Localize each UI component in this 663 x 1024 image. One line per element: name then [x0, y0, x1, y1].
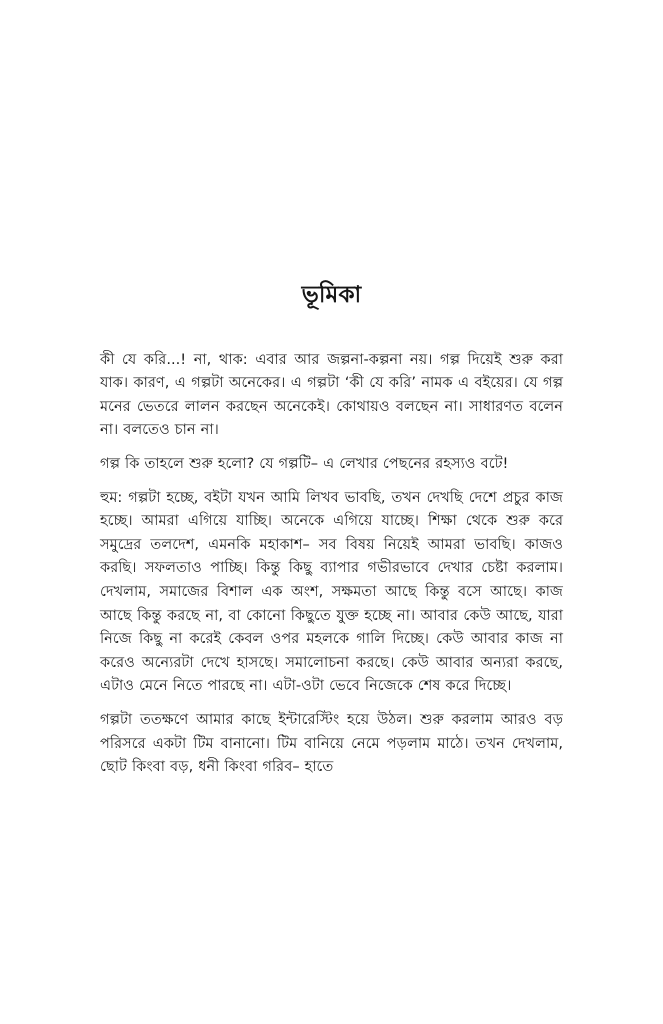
body-paragraph: হুম: গল্পটা হচ্ছে, বইটা যখন আমি লিখব ভাবছি, তখন দেখছি দেশে প্রচুর কাজ হচ্ছে। আমরা এগিয়ে যাচ্ছি। অনেকে এগিয়ে যাচ্ছে। শিক্ষা থেকে শুরু করে সমুদ্রের তলদেশ, এমনকি মহাকাশ– সব বিষয় নিয়েই আমরা ভাবছি। কাজও করছি। সফলতাও পাচ্ছি। কিন্তু কিছু ব্যাপার গভীরভাবে দেখার চেষ্টা করলাম। দেখলাম, সমাজের বিশাল এক অংশ, সক্ষমতা আছে কিন্তু বসে আছে। কাজ আছে কিন্তু করছে না, বা কোনো কিছুতে যুক্ত হচ্ছে না। আবার কেউ আছে, যারা নিজে কিছু না করেই কেবল ওপর মহলকে গালি দিচ্ছে। কেউ আবার কাজ না করেও অন্যেরটা দেখে হাসছে। সমালোচনা করছে। কেউ আবার অন্যরা করছে, এটাও মেনে নিতে পারছে না। এটা-ওটা ভেবে নিজেকে শেষ করে দিচ্ছে। [100, 488, 563, 695]
body-paragraph: গল্পটা ততক্ষণে আমার কাছে ইন্টারেস্টিং হয়ে উঠল। শুরু করলাম আরও বড় পরিসরে একটা টিম বানানো। টিম বানিয়ে নেমে পড়লাম মাঠে। তখন দেখলাম, ছোট কিংবা বড়, ধনী কিংবা গরিব– হাতে [100, 710, 563, 776]
body-paragraph: কী যে করি...! না, থাক: এবার আর জল্পনা-কল্পনা নয়। গল্প দিয়েই শুরু করা যাক। কারণ, এ গল্পটা অনেকের। এ গল্পটা ‘কী যে করি’ নামক এ বইয়ের। যে গল্প মনের ভেতরে লালন করছেন অনেকেই। কোথায়ও বলছেন না। সাধারণত বলেন না। বলতেও চান না। [100, 350, 563, 439]
body-paragraph: গল্প কি তাহলে শুরু হলো? যে গল্পটি– এ লেখার পেছনের রহস্যও বটে! [100, 454, 509, 472]
chapter-title: ভূমিকা [301, 282, 362, 308]
page-text-block [100, 282, 563, 779]
